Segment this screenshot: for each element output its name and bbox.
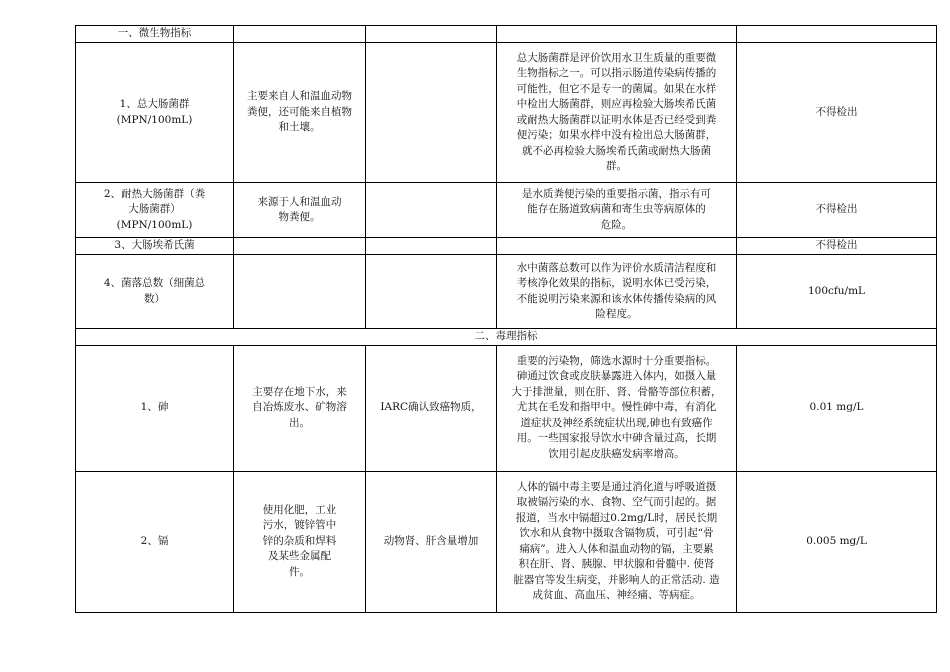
indicator-name-cell: 4、菌落总数（细菌总 数） xyxy=(76,255,234,329)
source-cell: 主要存在地下水，来 自冶炼废水、矿物溶 出。 xyxy=(234,345,366,471)
health-effect-cell xyxy=(366,255,497,329)
indicator-name-cell: 3、大肠埃希氏菌 xyxy=(76,238,234,255)
health-effect-cell xyxy=(366,43,497,183)
health-effect-cell xyxy=(366,238,497,255)
description-cell: 人体的镉中毒主要是通过消化道与呼吸道摄 取被镉污染的水、食物、空气而引起的。据 报道，当水中镉超过0.2mg/L时，居民长期 饮水和从食物中摄取含镉物质，可引起“骨 痛病”。进入人体和温血动物的镉，主要累 积在肝、肾、胰腺、甲状腺和骨髓中. 使肾 脏器官等发生病变，并影响人的正常活动. 造 成贫血、高血压、神经痛、等病症。 xyxy=(497,471,737,612)
indicator-name: 1、总大肠菌群 xyxy=(119,98,190,110)
empty-cell xyxy=(737,26,937,43)
section-header-row xyxy=(76,26,937,43)
description-cell: 重要的污染物，筛选水源时十分重要指标。 砷通过饮食或皮肤暴露进入体内，如摄入量 大于排泄量，则在肝、肾、骨骼等部位积蓄， 尤其在毛发和指甲中。慢性砷中毒，有消化 道症状及神经系统症状出现,砷也有致癌作 用。一些国家报导饮水中砷含量过高，长期 饮用引起皮肤癌发病率增高。 xyxy=(497,345,737,471)
table-row xyxy=(76,345,937,471)
water-quality-standards-table xyxy=(75,25,937,613)
source-cell: 使用化肥，工业 污水，镀锌管中 锌的杂质和焊料 及某些金属配 件。 xyxy=(234,471,366,612)
source-cell: 来源于人和温血动 物粪便。 xyxy=(234,183,366,238)
limit-cell: 不得检出 xyxy=(737,183,937,238)
table-row xyxy=(76,255,937,329)
table-row xyxy=(76,471,937,612)
empty-cell xyxy=(366,26,497,43)
description-cell: 是水质粪便污染的重要指示菌，指示有可 能存在肠道致病菌和寄生虫等病原体的 危险。 xyxy=(497,183,737,238)
indicator-name-cell xyxy=(76,43,234,183)
section-title: 二、毒理指标 xyxy=(76,329,937,346)
indicator-name-cell: 2、镉 xyxy=(76,471,234,612)
source-cell xyxy=(234,238,366,255)
table-row xyxy=(76,238,937,255)
source-cell xyxy=(234,255,366,329)
limit-cell: 100cfu/mL xyxy=(737,255,937,329)
empty-cell xyxy=(234,26,366,43)
section-title: 一、微生物指标 xyxy=(76,26,234,43)
health-effect-cell: 动物肾、肝含量增加 xyxy=(366,471,497,612)
limit-cell: 0.01 mg/L xyxy=(737,345,937,471)
limit-cell: 不得检出 xyxy=(737,43,937,183)
description-cell: 总大肠菌群是评价饮用水卫生质量的重要微 生物指标之一。可以指示肠道传染病传播的 可能性，但它不是专一的菌属。如果在水样 中检出大肠菌群，则应再检验大肠埃希氏菌 或耐热大肠菌群以证明水体是否已经受到粪 便污染；如果水样中没有检出总大肠菌群， 就不必再检验大肠埃希氏菌或耐热大肠菌 群。 xyxy=(497,43,737,183)
health-effect-cell: IARC确认致癌物质， xyxy=(366,345,497,471)
indicator-unit: (MPN/100mL) xyxy=(116,113,193,126)
limit-cell: 0.005 mg/L xyxy=(737,471,937,612)
limit-cell: 不得检出 xyxy=(737,238,937,255)
health-effect-cell xyxy=(366,183,497,238)
description-cell xyxy=(497,238,737,255)
description-cell: 水中菌落总数可以作为评价水质清洁程度和 考核净化效果的指标，说明水体已受污染， 不能说明污染来源和该水体传播传染病的风 险程度。 xyxy=(497,255,737,329)
table-row xyxy=(76,43,937,183)
section-header-row xyxy=(76,329,937,346)
source-cell: 主要来自人和温血动物 粪便，还可能来自植物 和土壤。 xyxy=(234,43,366,183)
indicator-name-cell: 2、耐热大肠菌群（粪 大肠菌群） (MPN/100mL) xyxy=(76,183,234,238)
empty-cell xyxy=(497,26,737,43)
table-row xyxy=(76,183,937,238)
indicator-name-cell: 1、砷 xyxy=(76,345,234,471)
